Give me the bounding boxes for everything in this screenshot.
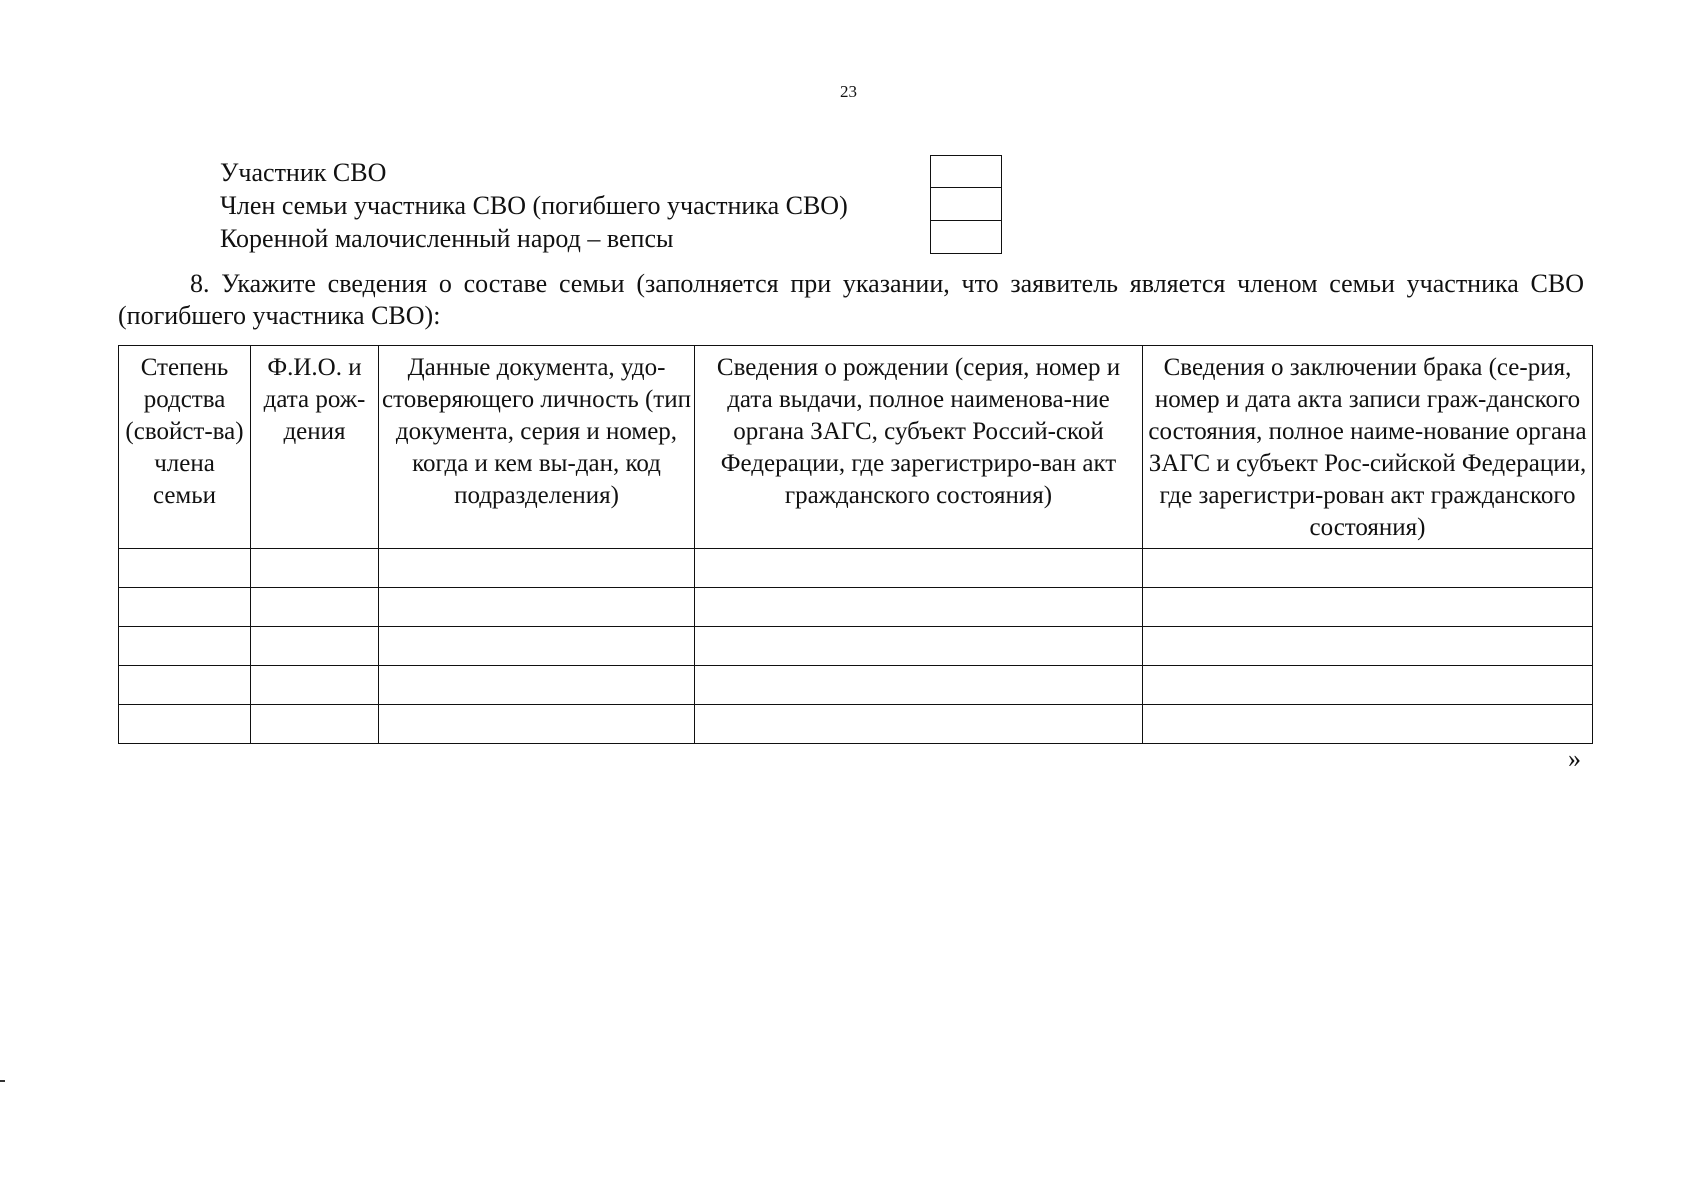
table-cell[interactable] <box>119 666 251 705</box>
table-cell[interactable] <box>251 666 379 705</box>
header-relationship: Степень родства (свойст-ва) члена семьи <box>119 346 251 549</box>
table-cell[interactable] <box>251 549 379 588</box>
page-number: 23 <box>840 82 857 101</box>
table-cell[interactable] <box>119 627 251 666</box>
checkbox-indigenous-veps[interactable] <box>930 221 1002 254</box>
table-cell[interactable] <box>251 627 379 666</box>
table-cell[interactable] <box>119 588 251 627</box>
table-cell[interactable] <box>1143 627 1593 666</box>
table-row <box>119 549 1593 588</box>
table-header-row <box>119 346 1593 549</box>
table-cell[interactable] <box>1143 705 1593 744</box>
table-cell[interactable] <box>379 549 695 588</box>
table-row <box>119 627 1593 666</box>
table-cell[interactable] <box>1143 549 1593 588</box>
table-cell[interactable] <box>695 705 1143 744</box>
table-cell[interactable] <box>1143 588 1593 627</box>
checkbox-svo-family-member[interactable] <box>930 188 1002 221</box>
table-row <box>119 705 1593 744</box>
table-row <box>119 588 1593 627</box>
header-full-name-birthdate: Ф.И.О. и дата рож-дения <box>251 346 379 549</box>
table-cell[interactable] <box>119 549 251 588</box>
category-label-svo-family-member: Член семьи участника СВО (погибшего участника СВО) <box>220 191 848 220</box>
table-cell[interactable] <box>379 666 695 705</box>
table-cell[interactable] <box>695 627 1143 666</box>
category-label-indigenous-veps: Коренной малочисленный народ – вепсы <box>220 224 674 253</box>
header-marriage-record: Сведения о заключении брака (се-рия, номер и дата акта записи граж-данского состояния, полное наиме-нование органа ЗАГС и субъект Рос-сийской Федерации, где зарегистри-рован акт гражданского состояния) <box>1143 346 1593 549</box>
table-cell[interactable] <box>1143 666 1593 705</box>
table-cell[interactable] <box>379 627 695 666</box>
table-cell[interactable] <box>695 588 1143 627</box>
table-cell[interactable] <box>695 666 1143 705</box>
table-cell[interactable] <box>379 588 695 627</box>
table-cell[interactable] <box>695 549 1143 588</box>
closing-quote-mark: » <box>1568 744 1581 773</box>
category-label-svo-participant: Участник СВО <box>220 158 387 187</box>
section-8-instruction: 8. Укажите сведения о составе семьи (заполняется при указании, что заявитель является членом семьи участника СВО (погибшего участника СВО): <box>118 269 1584 330</box>
table-cell[interactable] <box>119 705 251 744</box>
checkbox-svo-participant[interactable] <box>930 155 1002 188</box>
header-birth-record: Сведения о рождении (серия, номер и дата выдачи, полное наименова-ние органа ЗАГС, субъект Россий-ской Федерации, где зарегистриро-ван акт гражданского состояния) <box>695 346 1143 549</box>
family-composition-table <box>118 345 1593 744</box>
scan-edge-mark <box>0 1080 5 1082</box>
header-identity-document: Данные документа, удо-стоверяющего личность (тип документа, серия и номер, когда и кем вы-дан, код подразделения) <box>379 346 695 549</box>
table-cell[interactable] <box>251 588 379 627</box>
category-checkboxes <box>930 155 1002 254</box>
category-list <box>220 156 848 255</box>
table-row <box>119 666 1593 705</box>
table-cell[interactable] <box>251 705 379 744</box>
table-cell[interactable] <box>379 705 695 744</box>
